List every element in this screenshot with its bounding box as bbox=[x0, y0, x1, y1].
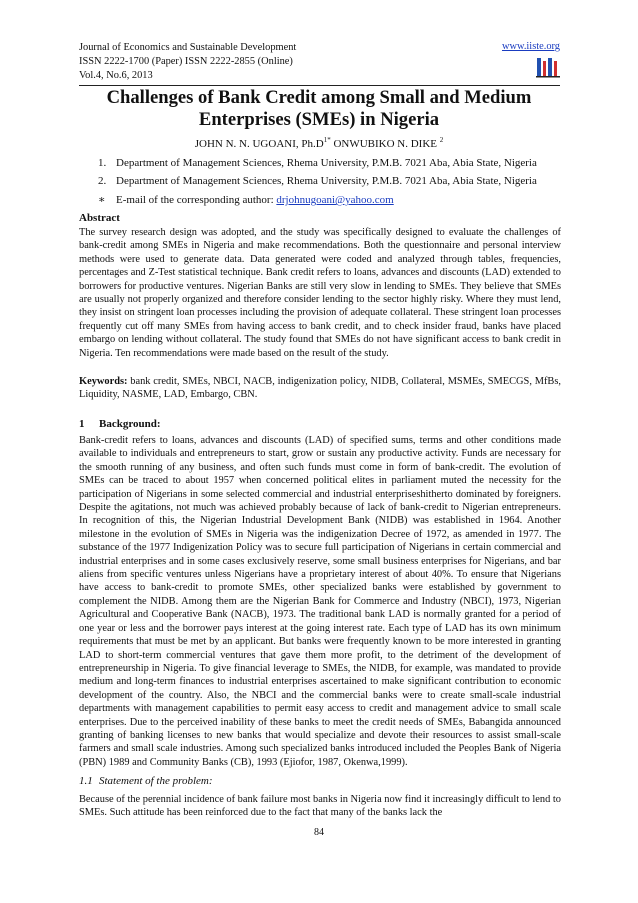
subsection-1-1-number: 1.1 bbox=[79, 775, 93, 787]
affiliation-2 bbox=[98, 175, 537, 187]
keywords-paragraph bbox=[79, 375, 561, 402]
journal-issn: ISSN 2222-1700 (Paper) ISSN 2222-2855 (Online) bbox=[79, 56, 293, 67]
subsection-1-1-text: Because of the perennial incidence of bank failure most banks in Nigeria now find it increasingly difficult to lend to SMEs. Such attitude has been reinforced due to the fact that many of the banks lack the bbox=[79, 794, 561, 819]
abstract-text: The survey research design was adopted, and the study was specifically designed to evaluate the challenges of bank-credit among SMEs in Nigeria and make recommendations. Both the questionnaire and personal interview methods were used to generate data. Data generated were coded and analyzed through tables, frequencies, percentages and Z-Test statistical technique. Bank credit refers to loans, advances and discounts (LAD) extended to borrowers for productive ventures. Nigerian Banks are still very slow in lending to SMEs. They believe that SMEs are usually not properly organized and therefore consider lending to the sector highly risky. Where they must lend, they insist on stringent loan processes including the provision of adequate collateral. These stringent loan processes frequently cut off many SMEs from having access to bank credit, and to check insider fraud, banks have placed embargo on lending without collateral. The study found that SMEs do not have significant access to bank credit in Nigeria. Ten recommendations were made based on the result of the study. bbox=[79, 227, 561, 359]
email-link[interactable]: drjohnugoani@yahoo.com bbox=[276, 194, 394, 206]
author-2: ONWUBIKO N. DIKE bbox=[333, 138, 438, 150]
email-label: E-mail of the corresponding author: bbox=[116, 194, 274, 206]
keywords-label: Keywords: bbox=[79, 376, 128, 387]
subsection-1-1-heading bbox=[79, 775, 213, 787]
journal-header bbox=[79, 41, 296, 83]
author-2-mark: 2 bbox=[439, 136, 444, 144]
affiliation-2-number: 2. bbox=[98, 175, 107, 187]
affiliation-1-text: Department of Management Sciences, Rhema University, P.M.B. 7021 Aba, Abia State, Nigeria bbox=[116, 157, 537, 169]
page-number: 84 bbox=[314, 827, 324, 838]
abstract-heading: Abstract bbox=[79, 212, 120, 224]
header-rule bbox=[79, 85, 560, 86]
section-1-heading bbox=[79, 418, 161, 430]
corresponding-email bbox=[98, 193, 394, 206]
section-1-number: 1 bbox=[79, 418, 85, 430]
subsection-1-1-title: Statement of the problem: bbox=[99, 775, 213, 787]
section-1-title: Background: bbox=[99, 418, 161, 430]
journal-volume: Vol.4, No.6, 2013 bbox=[79, 70, 153, 81]
section-1-text: Bank-credit refers to loans, advances and discounts (LAD) of specified sums, terms and other conditions made available to individuals and entrepreneurs to start, grow or sustain any productive activity. Funds are necessary for the smooth running of any business, and often such funds must come in form of bank-credit. The evolution of SMEs can be traced to about 1957 when concerned political elites in parliament muted the necessity for the participation of Nigerians in some selected commercial and industrial enterpriseshitherto dominated by foreigners. Despite the agitations, not much was achieved probably because of lack of bank-credit to Nigerian entrepreneurs. In recognition of this, the Nigerian Industrial Development Bank (NIDB) was established in 1964. Another milestone in the evolution of SMEs in Nigeria was the indigenization Decree of 1972, as amended in 1977. The substance of the 1977 Indigenization Policy was to secure full participation of Nigerians in certain commercial and industrial enterprises and in some cases exclusively reserve, some small business enterprises for Nigerians, and bar aliens from specific ventures unless Nigerians have a proprietary interest of about 40%. To ensure that Nigerians have access to bank-credit to promote SMEs, other specialized banks were established by government to complement the NIDB. Among them are the Nigerian Bank for Commerce and Industry (NBCI), 1973, Nigerian Agricultural and Cooperative Bank (NACB), 1973. The traditional bank LAD is normally granted for a period of one year or less and the borrower pays interest at the going interest rate. Each type of LAD has its own minimum requirements that must be met by an applicant. But banks were frequently known to be more interested in granting LAD to short-term commercial ventures that gave them more profit, to the detriment of the development of entrepreneurship in Nigeria. To give financial leverage to SMEs, the NIDB, for example, was mandated to provide medium and long-term finances to industrial enterprises ascertained to make significant contribution to economic development of the country. Also, the NBCI and the commercial banks were to create small-scale industrial departments with management capabilities to permit easy access to credit and management advice to small scale enterprises. Due to the perceived inability of these banks to meet the credit needs of SMEs, Babangida announced granting of banking licenses to new banks that would specialize and devote their resources to assist small-scale farmers and small scale industries. Among such specialized banks introduced included the Peoples Bank of Nigeria (PBN) 1989 and Community Banks (CB), 1993 (Ejiofor, 1987, Okenwa,1999). bbox=[79, 435, 561, 768]
paper-title: Challenges of Bank Credit among Small and Medium Enterprises (SMEs) in Nigeria bbox=[106, 87, 532, 130]
journal-url-link[interactable]: www.iiste.org bbox=[501, 41, 560, 52]
author-1-mark: 1* bbox=[323, 136, 331, 144]
affiliation-1-number: 1. bbox=[98, 157, 107, 169]
author-line bbox=[0, 136, 638, 150]
iiste-logo-icon bbox=[535, 56, 561, 78]
keywords-text: bank credit, SMEs, NBCI, NACB, indigenization policy, NIDB, Collateral, MSMEs, SMECGS, MfBs, Liquidity, NASME, LAD, Embargo, CBN. bbox=[79, 376, 561, 401]
affiliation-2-text: Department of Management Sciences, Rhema University, P.M.B. 7021 Aba, Abia State, Nigeria bbox=[116, 175, 537, 187]
author-1: JOHN N. N. UGOANI, Ph.D bbox=[194, 138, 324, 150]
journal-name: Journal of Economics and Sustainable Development bbox=[79, 42, 297, 53]
affiliation-1 bbox=[98, 157, 537, 169]
asterisk-icon: ∗ bbox=[98, 194, 106, 206]
